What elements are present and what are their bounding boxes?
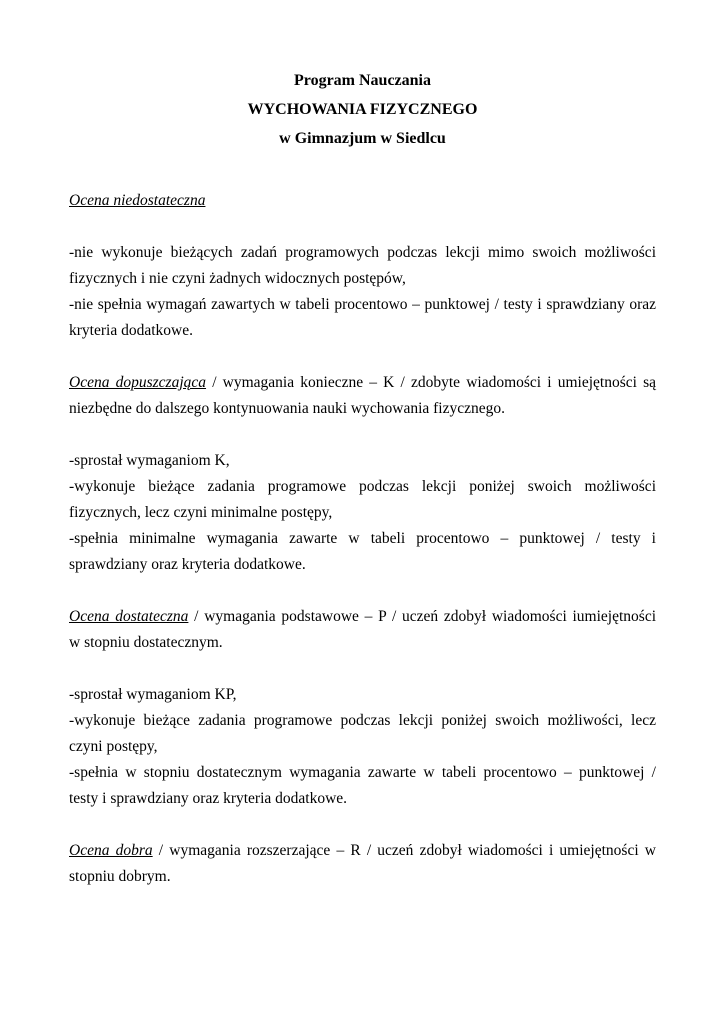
section-heading: Ocena dopuszczająca [69,374,207,391]
section-heading: Ocena niedostateczna [69,192,206,209]
paragraph-line: -spełnia w stopniu dostatecznym wymagania zawarte w tabeli procentowo – punktowej / [69,764,656,781]
paragraph-line: kryteria dodatkowe. [69,322,193,339]
paragraph-line: w stopniu dostatecznym. [69,634,223,651]
paragraph-line: -wykonuje bieżące zadania programowe podczas lekcji poniżej swoich możliwości [69,478,656,495]
title-line-3: w Gimnazjum w Siedlcu [279,130,446,147]
section-description: / wymagania rozszerzające – R / uczeń zdobył wiadomości i umiejętności w [152,842,656,859]
paragraph-line: stopniu dobrym. [69,868,171,885]
paragraph-line: -wykonuje bieżące zadania programowe podczas lekcji poniżej swoich możliwości, lecz [69,712,656,729]
title-line-2: WYCHOWANIA FIZYCZNEGO [247,101,478,118]
section-description: / wymagania podstawowe – P / uczeń zdobył wiadomości iumiejętności [188,608,657,625]
section-heading: Ocena dobra [69,842,153,859]
paragraph-line: -nie wykonuje bieżących zadań programowych podczas lekcji mimo swoich możliwości [69,244,656,261]
paragraph-line [69,604,656,630]
paragraph-line: -sprostał wymaganiom K, [69,452,230,469]
paragraph-line [69,370,656,396]
paragraph-line: -sprostał wymaganiom KP, [69,686,237,703]
paragraph-line: testy i sprawdziany oraz kryteria dodatkowe. [69,790,348,807]
section-dobra [69,838,656,890]
document-title [69,66,656,153]
section-description: / wymagania konieczne – K / zdobyte wiadomości i umiejętności są [206,374,656,391]
title-line-1: Program Nauczania [293,72,431,89]
section-dostateczna [69,604,656,812]
paragraph-line: fizycznych, lecz czyni minimalne postępy, [69,504,333,521]
document-page [69,66,656,890]
paragraph-line: sprawdziany oraz kryteria dodatkowe. [69,556,306,573]
paragraph-line [69,838,656,864]
paragraph-line: -nie spełnia wymagań zawartych w tabeli procentowo – punktowej / testy i sprawdziany oraz [69,296,656,313]
section-heading: Ocena dostateczna [69,608,189,625]
paragraph-line: czyni postępy, [69,738,158,755]
paragraph-line: fizycznych i nie czyni żadnych widocznych postępów, [69,270,406,287]
paragraph-line: -spełnia minimalne wymagania zawarte w tabeli procentowo – punktowej / testy i [69,530,656,547]
section-niedostateczna [69,188,656,344]
section-dopuszczajaca [69,370,656,578]
paragraph-line: niezbędne do dalszego kontynuowania nauki wychowania fizycznego. [69,400,505,417]
